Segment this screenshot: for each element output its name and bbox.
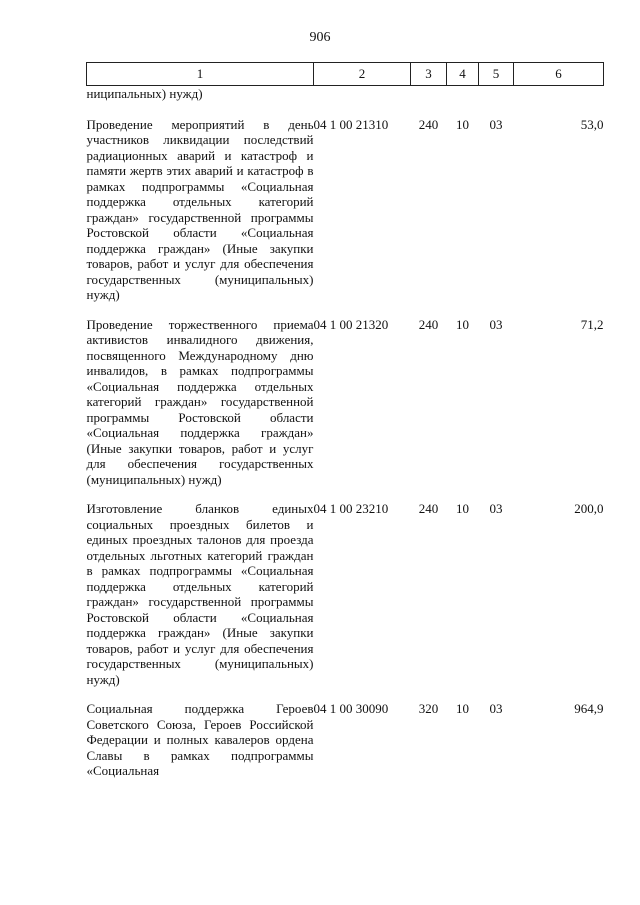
column-header: 6: [514, 63, 604, 86]
column-header: 4: [447, 63, 479, 86]
row-code: 04 1 00 21310: [313, 116, 389, 132]
row-rz: 10: [456, 701, 469, 716]
row-rz: 10: [456, 501, 469, 516]
row-vr: 240: [418, 316, 439, 332]
column-header: 2: [314, 63, 411, 86]
row-code: 04 1 00 21320: [313, 316, 389, 332]
row-code: 04 1 00 30090: [313, 701, 389, 716]
row-pr: 03: [489, 701, 503, 716]
row-amount: 53,0: [580, 116, 604, 132]
row-pr: 03: [489, 316, 503, 332]
row-amount: 71,2: [580, 316, 604, 332]
table-row: [87, 102, 604, 303]
column-header: 3: [411, 63, 447, 86]
row-pr: 03: [489, 501, 503, 516]
row-code: 04 1 00 23210: [313, 501, 389, 516]
page-number: 906: [309, 30, 331, 45]
row-vr: 240: [418, 501, 439, 516]
row-rz: 10: [456, 316, 469, 332]
column-header: 5: [479, 63, 514, 86]
header-row: [87, 63, 604, 86]
row-description: Проведение торжественного приема активистов инвалидного движения, посвященного Международному дню инвалидов, в рамках подпрограммы «Социальная поддержка отдельных категорий граждан» государственной программы Ростовской области «Социальная поддержка граждан» (Иные закупки товаров, работ и услуг для обеспечения государственных (муниципальных) нужд): [86, 316, 314, 487]
column-header: 1: [87, 63, 314, 86]
row-description: Социальная поддержка Героев Советского Союза, Героев Российской Федерации и полных кавалеров ордена Славы в рамках подпрограммы «Социальная: [86, 701, 314, 778]
row-rz: 10: [456, 116, 469, 132]
continuation-row: [87, 86, 604, 102]
row-vr: 320: [418, 701, 439, 716]
row-vr: 240: [418, 116, 439, 132]
row-pr: 03: [489, 116, 503, 132]
table-row: [87, 687, 604, 779]
row-amount: 200,0: [574, 501, 604, 516]
row-amount: 964,9: [574, 701, 604, 716]
continuation-text: ниципальных) нужд): [86, 86, 203, 101]
table-row: [87, 487, 604, 687]
row-description: Изготовление бланков единых социальных проездных билетов и единых проездных талонов для проезда отдельных льготных категорий граждан в рамках подпрограммы «Социальная поддержка отдельных категорий граждан» государственной программы Ростовской области «Социальная поддержка граждан» (Иные закупки товаров, работ и услуг для обеспечения государственных (муниципальных) нужд): [86, 501, 314, 687]
budget-table: [86, 62, 604, 779]
row-description: Проведение мероприятий в день участников ликвидации последствий радиационных аварий и катастроф и памяти жертв этих аварий и катастроф в рамках подпрограммы «Социальная поддержка отдельных категорий граждан» государственной программы Ростовской области «Социальная поддержка граждан» (Иные закупки товаров, работ и услуг для обеспечения государственных (муниципальных) нужд): [86, 116, 314, 302]
table-row: [87, 303, 604, 488]
